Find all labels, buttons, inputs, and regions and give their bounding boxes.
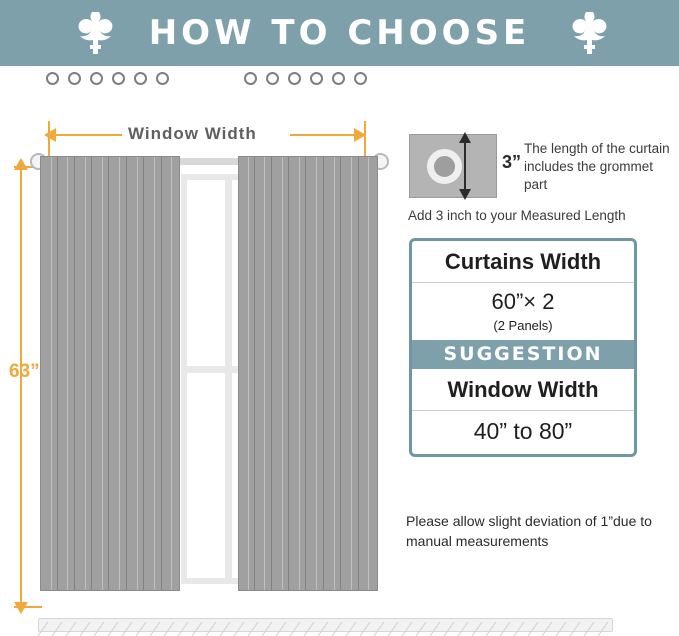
diagram-area [0, 66, 679, 636]
grommet-icon [46, 72, 59, 85]
grommet-icon [354, 72, 367, 85]
table-row-size: 60”× 2 [491, 289, 555, 314]
window-mullion-vertical [225, 180, 232, 578]
grommet-measure-label: 3” [502, 152, 522, 172]
table-row-curtains-width: Curtains Width [412, 241, 634, 283]
arrow-up-icon [13, 158, 29, 172]
arrow-down-icon [458, 188, 472, 200]
table-row-suggestion-banner: SUGGESTION [412, 340, 634, 369]
window-width-measure-label: Window Width [128, 124, 257, 143]
fleur-de-lis-icon [556, 10, 616, 56]
grommet-ring-icon [427, 149, 462, 184]
grommet-icon [310, 72, 323, 85]
fleur-de-lis-icon [62, 10, 122, 56]
table-row-window-width-range: 40” to 80” [473, 418, 573, 444]
page-title: HOW TO CHOOSE [148, 13, 531, 53]
floor-hatch-pattern [38, 622, 613, 636]
height-measure-line [20, 166, 22, 606]
grommet-icon [156, 72, 169, 85]
grommet-icon [112, 72, 125, 85]
curtain-panel-right [238, 156, 378, 591]
grommet-icon [244, 72, 257, 85]
grommet-icon [288, 72, 301, 85]
grommet-icon [68, 72, 81, 85]
grommet-icon [90, 72, 103, 85]
grommet-icon [332, 72, 345, 85]
grommet-icon [266, 72, 279, 85]
curtain-illustration [0, 66, 400, 636]
height-tick-bottom [14, 606, 42, 608]
curtain-panel-left [40, 156, 180, 591]
grommet-measure-line [464, 136, 466, 196]
grommet-note-text: The length of the curtain includes the grommet part [524, 141, 670, 192]
info-column [404, 66, 670, 636]
table-row-window-width: Window Width [412, 369, 634, 411]
deviation-note-text: Please allow slight deviation of 1”due to manual measurements [406, 513, 652, 549]
window-width-measure-line-left [48, 134, 122, 136]
curtain-height-label: 63” [9, 361, 40, 382]
arrow-up-icon [458, 132, 472, 144]
header-banner [0, 0, 679, 66]
table-row-panels: (2 Panels) [493, 318, 553, 333]
grommet-detail-swatch [409, 134, 497, 198]
add-inch-note-text: Add 3 inch to your Measured Length [408, 208, 626, 223]
grommet-icon [134, 72, 147, 85]
suggestion-table [409, 238, 637, 457]
arrow-left-icon [44, 127, 58, 143]
